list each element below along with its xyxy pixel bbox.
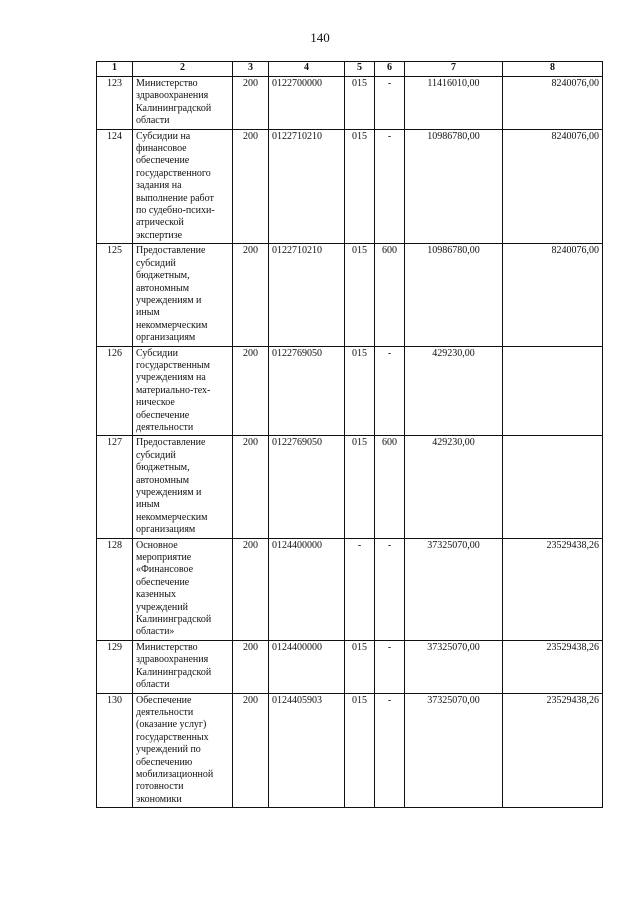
cell-col8: 23529438,26 xyxy=(503,538,603,640)
table-row xyxy=(97,693,603,808)
cell-col3: 200 xyxy=(233,129,269,244)
cell-col3: 200 xyxy=(233,77,269,130)
header-row xyxy=(97,62,603,77)
cell-col7: 429230,00 xyxy=(405,436,503,538)
cell-col7: 37325070,00 xyxy=(405,693,503,808)
column-header: 4 xyxy=(269,62,345,77)
cell-col4: 0122769050 xyxy=(269,436,345,538)
cell-col6: - xyxy=(375,640,405,693)
row-name: Субсидии на финансовое обеспечение государственного задания на выполнение работ по судебно-психи- атрической экспертизе xyxy=(133,129,233,244)
cell-col5: 015 xyxy=(345,436,375,538)
cell-col5: 015 xyxy=(345,693,375,808)
cell-col4: 0124400000 xyxy=(269,640,345,693)
column-header: 3 xyxy=(233,62,269,77)
cell-col4: 0122700000 xyxy=(269,77,345,130)
column-header: 5 xyxy=(345,62,375,77)
cell-col6: - xyxy=(375,538,405,640)
row-name: Предоставление субсидий бюджетным, автономным учреждениям и иным некоммерческим организациям xyxy=(133,436,233,538)
cell-col6: - xyxy=(375,129,405,244)
cell-col5: 015 xyxy=(345,129,375,244)
cell-col7: 10986780,00 xyxy=(405,129,503,244)
column-header: 8 xyxy=(503,62,603,77)
table-row xyxy=(97,436,603,538)
column-header: 6 xyxy=(375,62,405,77)
cell-col6: - xyxy=(375,77,405,130)
row-number: 127 xyxy=(97,436,133,538)
cell-col3: 200 xyxy=(233,436,269,538)
cell-col8 xyxy=(503,436,603,538)
cell-col8 xyxy=(503,346,603,436)
cell-col8: 8240076,00 xyxy=(503,77,603,130)
cell-col3: 200 xyxy=(233,346,269,436)
cell-col4: 0124400000 xyxy=(269,538,345,640)
row-number: 128 xyxy=(97,538,133,640)
cell-col5: 015 xyxy=(345,77,375,130)
cell-col5: 015 xyxy=(345,346,375,436)
cell-col7: 10986780,00 xyxy=(405,244,503,346)
cell-col4: 0124405903 xyxy=(269,693,345,808)
column-header: 2 xyxy=(133,62,233,77)
cell-col6: 600 xyxy=(375,436,405,538)
cell-col7: 429230,00 xyxy=(405,346,503,436)
cell-col3: 200 xyxy=(233,244,269,346)
row-name: Обеспечение деятельности (оказание услуг) государственных учреждений по обеспечению мобилизационной готовности экономики xyxy=(133,693,233,808)
cell-col3: 200 xyxy=(233,640,269,693)
cell-col3: 200 xyxy=(233,538,269,640)
row-number: 125 xyxy=(97,244,133,346)
row-name: Предоставление субсидий бюджетным, автономным учреждениям и иным некоммерческим организациям xyxy=(133,244,233,346)
cell-col7: 37325070,00 xyxy=(405,538,503,640)
table-row xyxy=(97,129,603,244)
row-name: Министерство здравоохранения Калининградской области xyxy=(133,640,233,693)
page-number: 140 xyxy=(310,30,330,45)
cell-col7: 37325070,00 xyxy=(405,640,503,693)
budget-table xyxy=(96,61,603,808)
cell-col6: - xyxy=(375,693,405,808)
row-number: 126 xyxy=(97,346,133,436)
row-name: Основное мероприятие «Финансовое обеспечение казенных учреждений Калининградской области» xyxy=(133,538,233,640)
cell-col3: 200 xyxy=(233,693,269,808)
table-row xyxy=(97,640,603,693)
table-row xyxy=(97,346,603,436)
row-number: 123 xyxy=(97,77,133,130)
cell-col8: 23529438,26 xyxy=(503,693,603,808)
column-header: 7 xyxy=(405,62,503,77)
cell-col6: 600 xyxy=(375,244,405,346)
row-number: 129 xyxy=(97,640,133,693)
cell-col4: 0122769050 xyxy=(269,346,345,436)
row-name: Министерство здравоохранения Калининградской области xyxy=(133,77,233,130)
cell-col4: 0122710210 xyxy=(269,129,345,244)
row-number: 130 xyxy=(97,693,133,808)
cell-col8: 8240076,00 xyxy=(503,129,603,244)
cell-col7: 11416010,00 xyxy=(405,77,503,130)
cell-col5: - xyxy=(345,538,375,640)
table-row xyxy=(97,244,603,346)
cell-col5: 015 xyxy=(345,640,375,693)
column-header: 1 xyxy=(97,62,133,77)
cell-col6: - xyxy=(375,346,405,436)
cell-col5: 015 xyxy=(345,244,375,346)
table-row xyxy=(97,538,603,640)
cell-col4: 0122710210 xyxy=(269,244,345,346)
row-number: 124 xyxy=(97,129,133,244)
cell-col8: 8240076,00 xyxy=(503,244,603,346)
table-row xyxy=(97,77,603,130)
cell-col8: 23529438,26 xyxy=(503,640,603,693)
row-name: Субсидии государственным учреждениям на материально-тех- ническое обеспечение деятельности xyxy=(133,346,233,436)
